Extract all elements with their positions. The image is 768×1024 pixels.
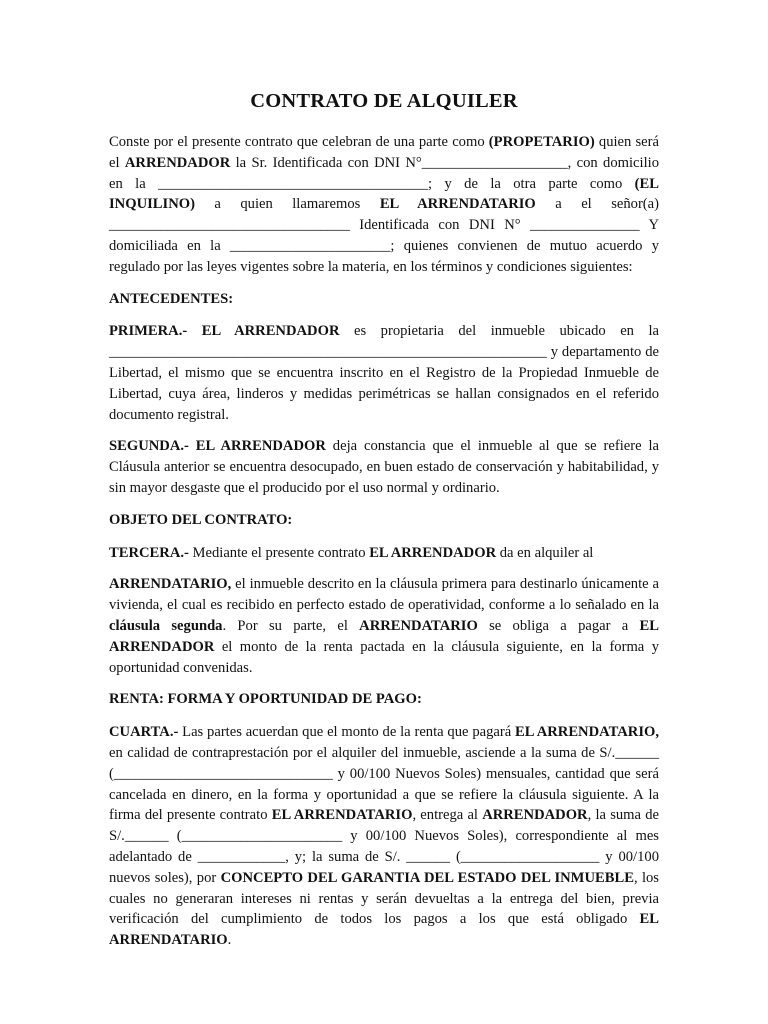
clause-primera (109, 321, 659, 425)
bold-text: ARRENDATARIO, (109, 576, 232, 593)
clause-tercera-continued (109, 574, 659, 678)
bold-text: (EL INQUILINO) (109, 175, 659, 213)
bold-text: SEGUNDA.- EL ARRENDADOR (109, 438, 326, 455)
bold-text: CUARTA.- (109, 724, 179, 741)
document-title: CONTRATO DE ALQUILER (250, 90, 518, 112)
clause-segunda (109, 436, 659, 498)
text-run: a el señor(a) _________________________________ Identificada con DNI N° _______________ Y domiciliada en la ______________________; quienes convienen de mutuo acuerdo y regulado por las leyes vigentes sobre la materia, en los términos y condiciones siguientes: (109, 196, 659, 275)
heading-antecedentes: ANTECEDENTES: (109, 290, 234, 307)
bold-text: ARRENDADOR (124, 154, 231, 171)
bold-text: EL ARRENDATARIO (109, 911, 659, 949)
bold-text: cláusula segunda (109, 617, 223, 634)
text-run: la Sr. Identificada con DNI N°____________________, con domicilio en la _____________________________________; y de la otra parte como (109, 154, 659, 192)
text-run: Las partes acuerdan que el monto de la renta que pagará (178, 724, 516, 741)
text-run: da en alquiler al (496, 544, 594, 561)
bold-text: EL ARRENDATARIO (379, 196, 536, 213)
bold-text: EL ARRENDATARIO (271, 807, 413, 824)
text-run: . Por su parte, el (222, 617, 360, 634)
bold-text: CONCEPTO DEL GARANTIA DEL ESTADO DEL INMUEBLE (220, 869, 634, 886)
bold-text: ARRENDATARIO (359, 617, 478, 634)
bold-text: ARRENDADOR (482, 807, 588, 824)
text-run: en calidad de contraprestación por el alquiler del inmueble, asciende a la suma de S/.______ (______________________________ y 00/100 Nuevos Soles) mensuales, cantidad que será cancelada en dinero, en la forma y oportunidad a que se refiere la cláusula siguiente. A la firma del presente contrato (109, 744, 659, 824)
text-run: el inmueble descrito en la cláusula primera para destinarlo únicamente a vivienda, el cual es recibido en perfecto estado de operatividad, conforme a lo señalado en la (109, 576, 659, 614)
clause-tercera (109, 543, 659, 564)
text-run: , entrega al (412, 807, 483, 824)
text-run: , la suma de S/.______ (______________________ y 00/100 Nuevos Soles), correspondiente al mes adelantado de ____________, y; la suma de S/. ______ (___________________ y 00/100 nuevos soles), por (109, 807, 659, 886)
text-run: . (227, 932, 232, 949)
heading-objeto: OBJETO DEL CONTRATO: (109, 511, 293, 528)
clause-cuarta (109, 722, 659, 951)
text-run: el monto de la renta pactada en la cláusula siguiente, en la forma y oportunidad convenidas. (109, 638, 659, 676)
text-run: Conste por el presente contrato que celebran de una parte como (109, 134, 489, 150)
text-run: , los cuales no generaran intereses ni rentas y serán devueltas a la entrega del bien, previa verificación del cumplimiento de todos los pagos a los que está obligado (109, 869, 659, 928)
intro-paragraph (109, 132, 659, 278)
bold-text: PRIMERA.- EL ARRENDADOR (109, 323, 340, 340)
text-run: deja constancia que el inmueble al que se refiere la Cláusula anterior se encuentra desocupado, en buen estado de conservación y habitabilidad, y sin mayor desgaste que el producido por el uso normal y ordinario. (109, 438, 659, 496)
bold-text: (PROPETARIO) (488, 134, 595, 150)
text-run: quien será el (109, 134, 659, 171)
text-run: es propietaria del inmueble ubicado en la ____________________________________________________________ y departamento de Libertad, el mismo que se encuentra inscrito en el Registro de la Propiedad Inmueble de Libertad, cuya área, linderos y medidas perimétricas se hallan consignados en el referido documento registral. (109, 323, 660, 423)
bold-text: EL ARRENDADOR (369, 544, 497, 561)
bold-text: EL ARRENDADOR (109, 617, 659, 655)
bold-text: TERCERA.- (109, 544, 189, 561)
text-run: se obliga a pagar a (477, 617, 640, 634)
bold-text: EL ARRENDATARIO, (515, 724, 659, 741)
text-run: Mediante el presente contrato (188, 544, 370, 561)
text-run: a quien llamaremos (194, 196, 380, 213)
heading-renta: RENTA: FORMA Y OPORTUNIDAD DE PAGO: (109, 691, 422, 708)
